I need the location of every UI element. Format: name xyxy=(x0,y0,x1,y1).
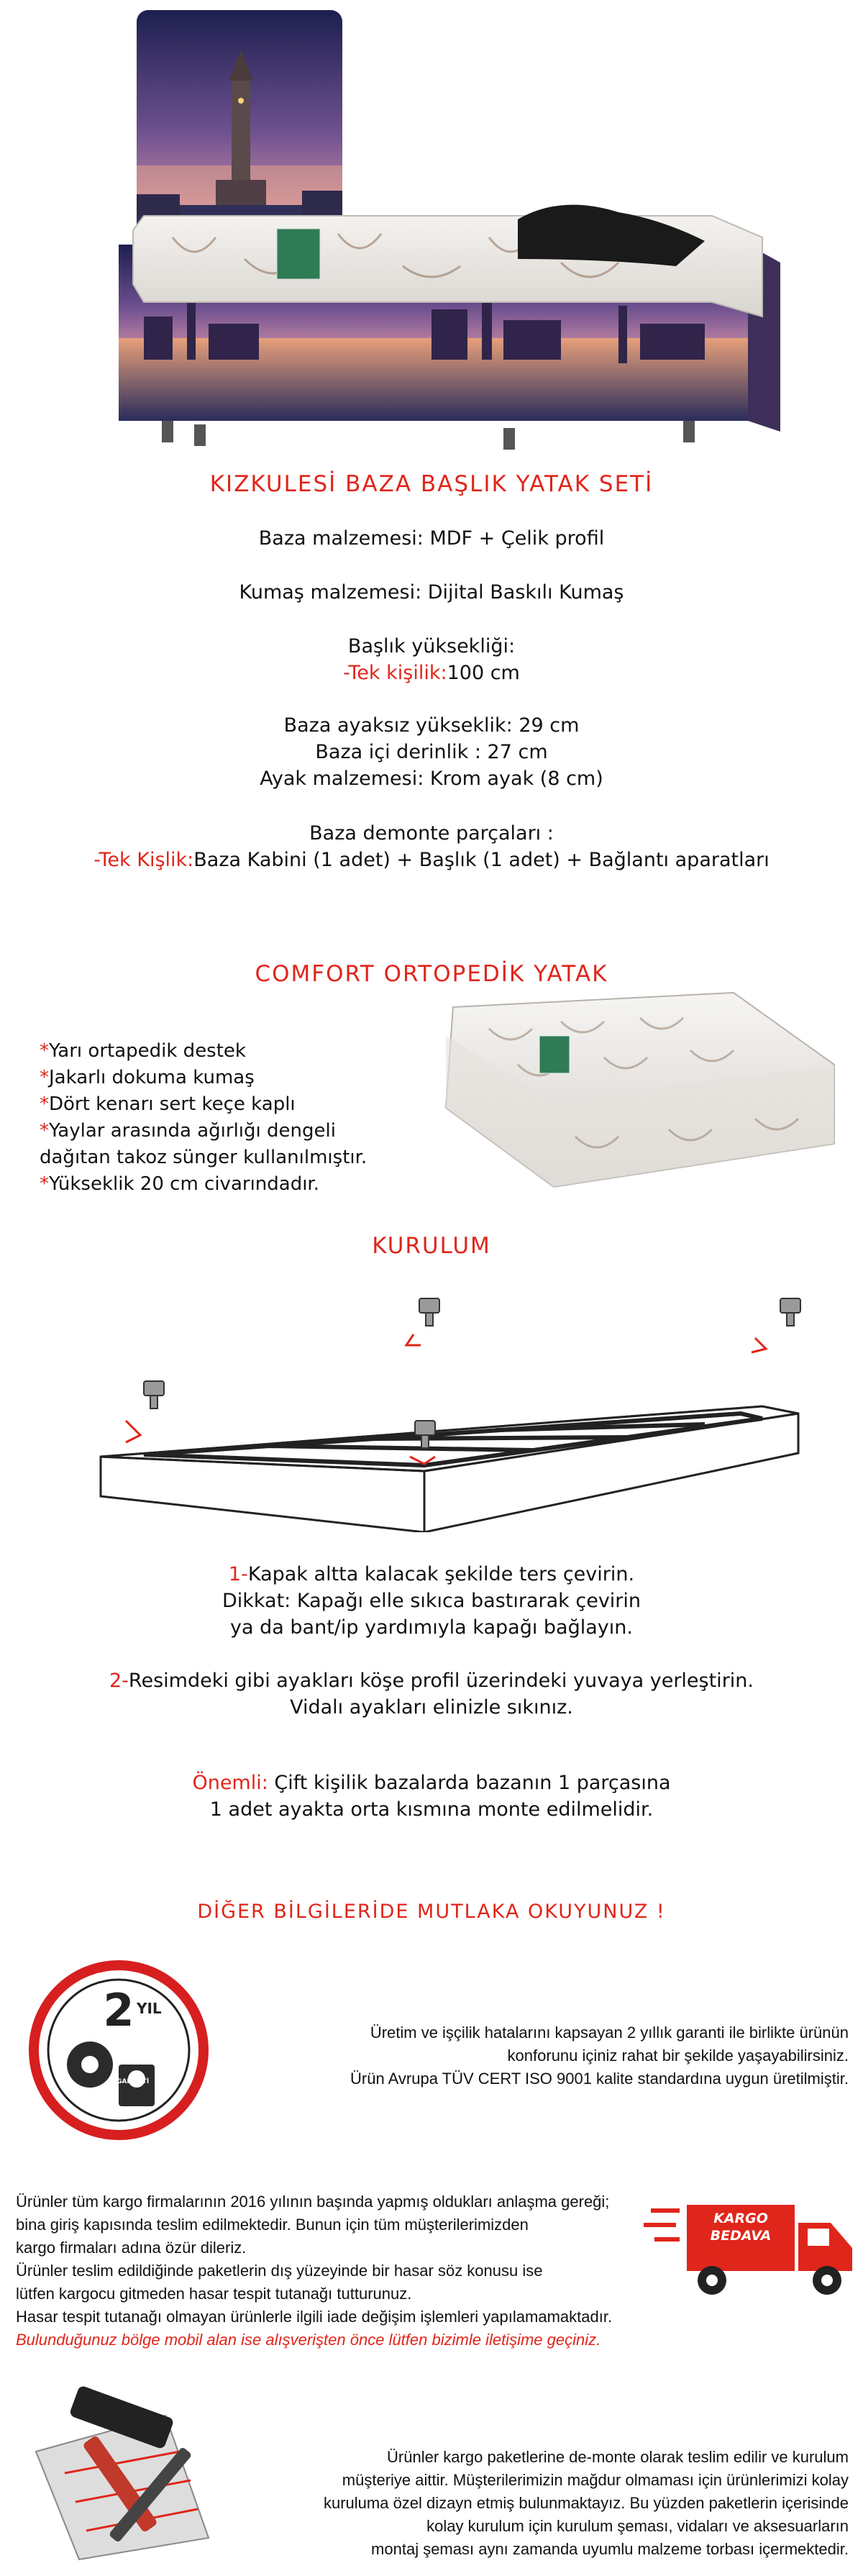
feature-item: *Yükseklik 20 cm civarındadır. xyxy=(40,1173,319,1195)
assembly-tools-icon xyxy=(22,2372,230,2567)
warranty-text-line: Üretim ve işçilik hatalarını kapsayan 2 yıllık garanti ile birlikte ürünün xyxy=(370,2024,849,2042)
cargo-text-line: Hasar tespit tutanağı olmayan ürünlerle ilgili iade değişim işlemleri yapılamamaktadır. xyxy=(16,2308,613,2326)
spec-fabric-material: Kumaş malzemesi: Dijital Baskılı Kumaş xyxy=(239,581,624,604)
cargo-text-line: bina giriş kapısında teslim edilmektedir. Bunun için tüm müşterilerimizden xyxy=(16,2216,529,2234)
assembly-text-line: montaj şeması aynı zamanda uyumlu malzeme torbası içermektedir. xyxy=(371,2540,849,2558)
step2-line2: Vidalı ayakları elinizle sıkınız. xyxy=(290,1696,573,1719)
step1-line1: 1-Kapak altta kalacak şekilde ters çevirin. xyxy=(228,1563,635,1585)
assembly-text-line: kolay kurulum için kurulum şeması, vidaları ve aksesuarların xyxy=(426,2517,849,2535)
warranty-text-line: konforunu içiniz rahat bir şekilde yaşayabilirsiniz. xyxy=(507,2047,849,2065)
assembly-text xyxy=(237,2446,849,2561)
step2-line1: 2-Resimdeki gibi ayakları köşe profil üzerindeki yuvaya yerleştirin. xyxy=(109,1670,754,1692)
spec-single-value: 100 cm xyxy=(447,662,520,684)
set-title: KIZKULESİ BAZA BAŞLIK YATAK SETİ xyxy=(209,471,654,497)
spec-leg-material: Ayak malzemesi: Krom ayak (8 cm) xyxy=(260,768,603,790)
other-info-title: DİĞER BİLGİLERİDE MUTLAKA OKUYUNUZ ! xyxy=(197,1901,666,1923)
free-shipping-label xyxy=(687,2210,795,2244)
spec-base-depth: Baza içi derinlik : 27 cm xyxy=(315,741,548,763)
warranty-text xyxy=(230,2021,849,2090)
spec-single-label: -Tek kişilik: xyxy=(343,662,447,684)
cargo-text-warning: Bulunduğunuz bölge mobil alan ise alışverişten önce lütfen bizimle iletişime geçiniz. xyxy=(16,2331,601,2349)
cargo-text xyxy=(16,2190,706,2352)
mattress-title: COMFORT ORTOPEDİK YATAK xyxy=(255,961,608,987)
cargo-text-line: Ürünler teslim edildiğinde paketlerin dış yüzeyinde bir hasar söz konusu ise xyxy=(16,2262,543,2280)
cargo-text-line: Ürünler tüm kargo firmalarının 2016 yılının başında yapmış oldukları anlaşma gereği; xyxy=(16,2193,610,2211)
warranty-badge-number: 2 xyxy=(103,1984,134,2036)
bed-product-image xyxy=(0,0,863,468)
cargo-text-line: lütfen kargocu gitmeden hasar tespit tutanağı tutturunuz. xyxy=(16,2285,412,2303)
installation-title: KURULUM xyxy=(372,1233,491,1259)
spec-base-height: Baza ayaksız yükseklik: 29 cm xyxy=(283,714,580,737)
note-line1: Önemli: Çift kişilik bazalarda bazanın 1 parçasına xyxy=(192,1772,671,1794)
warranty-badge-label: GARANTİ xyxy=(117,2078,150,2085)
assembly-text-line: müşteriye aittir. Müşterilerimizin mağdur olmaması için ürünlerimizi kolay xyxy=(342,2471,849,2489)
mattress-image xyxy=(432,978,849,1194)
assembly-text-line: kuruluma özel dizayn etmiş bulunmaktayız. Bu yüzden paketlerin içerisinde xyxy=(323,2494,849,2512)
feature-item-continued: dağıtan takoz sünger kullanılmıştır. xyxy=(40,1147,367,1168)
installation-diagram xyxy=(72,1295,827,1532)
spec-headboard-height-label: Başlık yüksekliği: xyxy=(347,635,516,657)
cargo-text-line: kargo firmaları adına özür dileriz. xyxy=(16,2239,247,2257)
feature-item: *Yaylar arasında ağırlığı dengeli xyxy=(40,1120,336,1142)
warranty-badge-unit: YIL xyxy=(137,2000,162,2017)
free-shipping-label-line: BEDAVA xyxy=(710,2228,772,2244)
step1-line3: ya da bant/ip yardımıyla kapağı bağlayın. xyxy=(230,1616,633,1639)
feature-item: *Dört kenarı sert keçe kaplı xyxy=(40,1093,296,1115)
warranty-text-line: Ürün Avrupa TÜV CERT ISO 9001 kalite standardına uygun üretilmiştir. xyxy=(350,2070,849,2088)
note-line2: 1 adet ayakta orta kısmına monte edilmelidir. xyxy=(209,1798,654,1821)
spec-frame-material: Baza malzemesi: MDF + Çelik profil xyxy=(258,527,605,550)
mattress-features xyxy=(40,1038,442,1198)
spec-parts-value xyxy=(0,847,863,874)
assembly-text-line: Ürünler kargo paketlerine de-monte olarak teslim edilir ve kurulum xyxy=(387,2448,849,2466)
spec-parts-label: Baza demonte parçaları : xyxy=(309,822,554,845)
step1-line2: Dikkat: Kapağı elle sıkıca bastırarak çevirin xyxy=(222,1590,641,1612)
spec-headboard-height-value xyxy=(0,660,863,687)
free-shipping-label-line: KARGO xyxy=(713,2211,768,2226)
feature-item: *Jakarlı dokuma kumaş xyxy=(40,1067,255,1088)
feature-item: *Yarı ortapedik destek xyxy=(40,1040,246,1062)
spec-parts-list: Baza Kabini (1 adet) + Başlık (1 adet) + Bağlantı aparatları xyxy=(193,849,770,871)
spec-parts-single-label: -Tek Kişlik: xyxy=(93,849,194,871)
